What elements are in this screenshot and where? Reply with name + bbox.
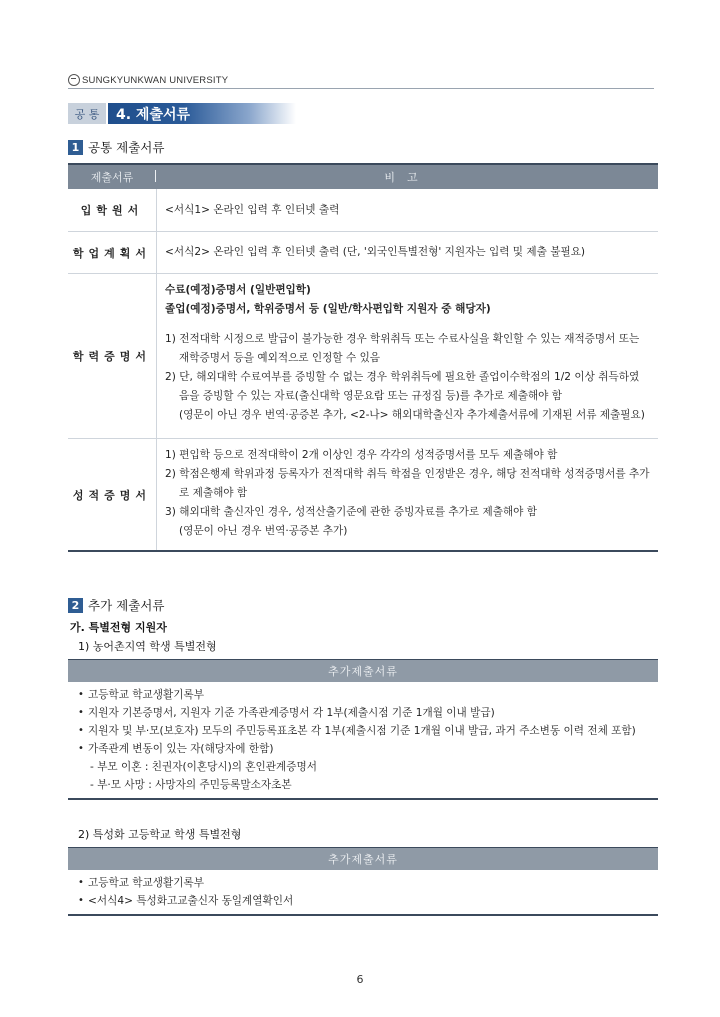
group1-label: 1) 농어촌지역 학생 특별전형 xyxy=(78,640,217,653)
row-text: (영문이 아닌 경우 번역·공증본 추가, <2-나> 해외대학출신자 추가제출서류에 기재된 서류 제출필요) xyxy=(179,409,645,421)
row-content xyxy=(157,232,658,273)
additional-table-body xyxy=(68,870,658,916)
table-row xyxy=(68,439,658,552)
row-text: <서식1> 온라인 입력 후 인터넷 출력 xyxy=(165,203,340,216)
list-item xyxy=(78,740,658,758)
row-label: 입학원서 xyxy=(68,189,157,231)
row-content xyxy=(157,189,658,231)
group2-label: 2) 특성화 고등학교 학생 특별전형 xyxy=(78,828,242,841)
list-item-text: 가족관계 변동이 있는 자(해당자에 한함) xyxy=(88,743,274,755)
list-item-text: 고등학교 학교생활기록부 xyxy=(88,877,204,889)
section2-title: 추가 제출서류 xyxy=(88,598,165,613)
bullet-icon: • xyxy=(78,707,84,718)
banner-title: 4. 제출서류 xyxy=(108,103,296,124)
section2-heading xyxy=(68,596,164,614)
page-number: 6 xyxy=(356,973,364,986)
list-item xyxy=(78,874,658,892)
table-row xyxy=(68,232,658,274)
row-text: 1) 편입학 등으로 전적대학이 2개 이상인 경우 각각의 성적증명서를 모두 제출해야 함 xyxy=(165,449,558,461)
sub-list-item: - 부모 이혼 : 친권자(이혼당시)의 혼인관계증명서 xyxy=(90,761,317,773)
list-item-text: 지원자 기본증명서, 지원자 기준 가족관계증명서 각 1부(제출시점 기준 1개월 이내 발급) xyxy=(88,707,495,719)
row-text: 1) 전적대학 시정으로 발급이 불가능한 경우 학위취득 또는 수료사실을 확인할 수 있는 재적증명서 또는 xyxy=(165,333,640,345)
list-item xyxy=(78,892,658,910)
table-header xyxy=(68,163,658,189)
header-documents: 제출서류 xyxy=(68,169,156,185)
bullet-icon: • xyxy=(78,689,84,700)
bullet-icon: • xyxy=(78,725,84,736)
header-divider xyxy=(68,88,654,89)
list-item-text: 고등학교 학교생활기록부 xyxy=(88,689,204,701)
banner-tag: 공 통 xyxy=(68,103,108,124)
list-item-text: <서식4> 특성화고교출신자 동일계열확인서 xyxy=(88,895,294,907)
logo-text: SUNGKYUNKWAN UNIVERSITY xyxy=(82,74,229,86)
row-content xyxy=(157,439,658,550)
bullet-icon: • xyxy=(78,877,84,888)
bullet-icon: • xyxy=(78,895,84,906)
row-label: 성적증명서 xyxy=(68,439,157,550)
additional-table-header: 추가제출서류 xyxy=(68,847,658,870)
row-text: 졸업(예정)증명서, 학위증명서 등 (일반/학사편입학 지원자 중 해당자) xyxy=(165,303,491,315)
section1-heading xyxy=(68,138,164,156)
row-text: 재학증명서 등을 예외적으로 인정할 수 있음 xyxy=(179,352,381,364)
skku-logo-icon xyxy=(68,74,80,86)
section-banner xyxy=(68,103,296,124)
list-item xyxy=(78,704,658,722)
section1-number: 1 xyxy=(68,140,83,155)
row-text: 수료(예정)증명서 (일반편입학) xyxy=(165,284,311,296)
row-text: 음을 증빙할 수 있는 자료(출신대학 영문요람 또는 규정집 등)를 추가로 제출해야 함 xyxy=(179,390,563,402)
common-documents-table xyxy=(68,163,658,552)
additional-table-header: 추가제출서류 xyxy=(68,659,658,682)
row-text: 2) 학점은행제 학위과정 등록자가 전적대학 취득 학점을 인정받은 경우, 해당 전적대학 성적증명서를 추가 xyxy=(165,468,650,480)
table-row xyxy=(68,274,658,439)
row-label: 학력증명서 xyxy=(68,274,157,438)
list-item-text: 지원자 및 부·모(보호자) 모두의 주민등록표초본 각 1부(제출시점 기준 1개월 이내 발급, 과거 주소변동 이력 전체 포함) xyxy=(88,725,636,737)
row-text: 3) 해외대학 출신자인 경우, 성적산출기준에 관한 증빙자료를 추가로 제출해야 함 xyxy=(165,506,538,518)
rural-additional-documents-table xyxy=(68,659,658,800)
row-label: 학업계획서 xyxy=(68,232,157,273)
list-item xyxy=(78,722,658,740)
vocational-additional-documents-table xyxy=(68,847,658,916)
row-text: 로 제출해야 함 xyxy=(179,487,248,499)
header-remarks: 비고 xyxy=(384,171,430,184)
list-item xyxy=(78,686,658,704)
section2-number: 2 xyxy=(68,598,83,613)
row-content xyxy=(157,274,658,438)
sub-list-item: - 부·모 사망 : 사망자의 주민등록말소자초본 xyxy=(90,779,292,791)
row-text: <서식2> 온라인 입력 후 인터넷 출력 (단, '외국인특별전형' 지원자는 입력 및 제출 불필요) xyxy=(165,246,586,258)
section2-subtitle: 가. 특별전형 지원자 xyxy=(70,621,167,634)
section1-title: 공통 제출서류 xyxy=(88,140,165,155)
bullet-icon: • xyxy=(78,743,84,754)
row-text: 2) 단, 해외대학 수료여부를 증빙할 수 없는 경우 학위취득에 필요한 졸업이수학점의 1/2 이상 취득하였 xyxy=(165,371,640,383)
row-text: (영문이 아닌 경우 번역·공증본 추가) xyxy=(179,525,348,537)
table-row xyxy=(68,189,658,232)
university-logo xyxy=(68,74,228,86)
additional-table-body xyxy=(68,682,658,800)
